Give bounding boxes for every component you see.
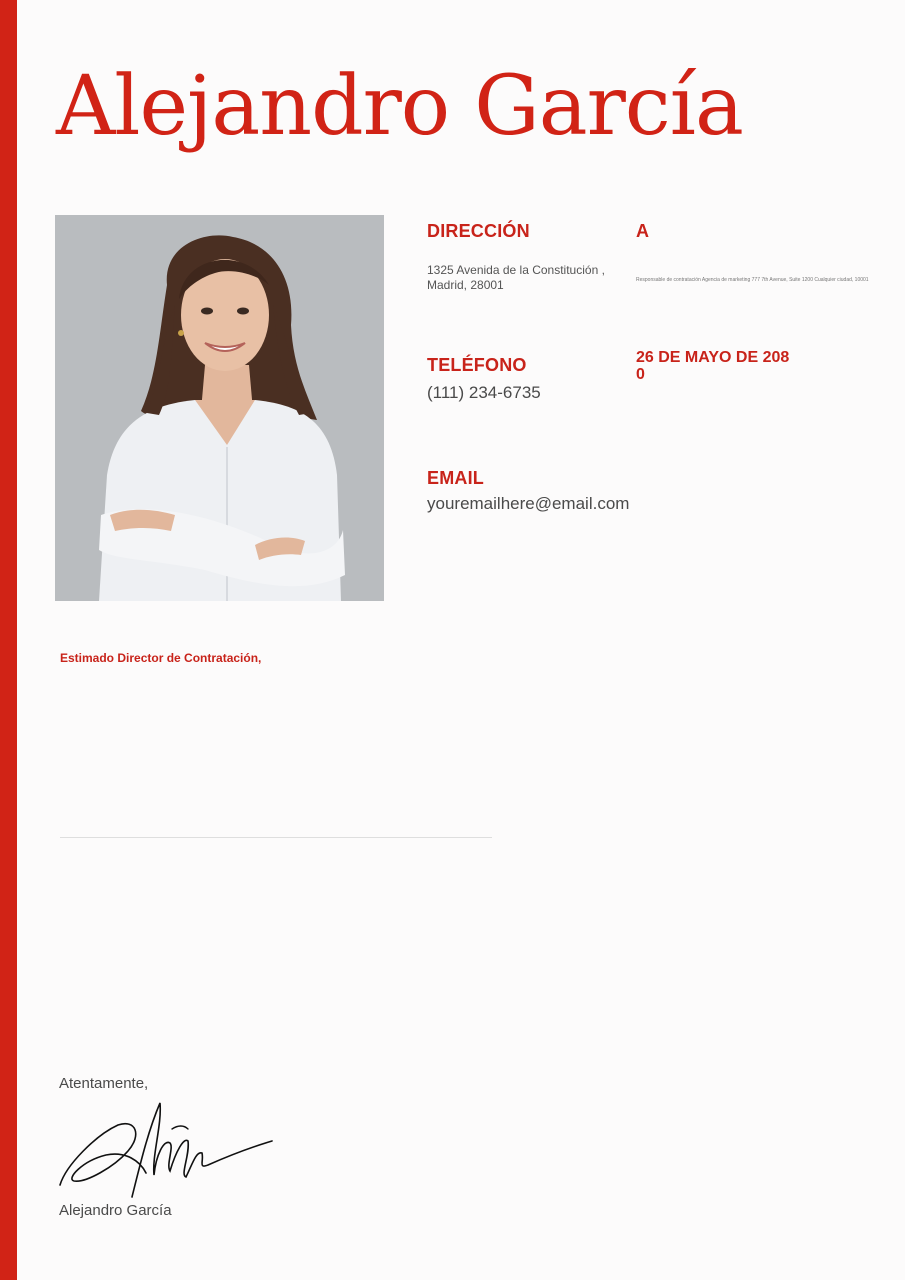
accent-sidebar-bar	[0, 0, 17, 1280]
signer-name: Alejandro García	[59, 1202, 172, 1219]
address-label: DIRECCIÓN	[427, 221, 530, 241]
profile-photo	[55, 215, 384, 601]
email-value: youremailhere@email.com	[427, 494, 630, 513]
section-divider	[60, 837, 492, 838]
phone-value: (111) 234-6735	[427, 383, 541, 402]
recipient-label: A	[636, 221, 650, 241]
phone-label: TELÉFONO	[427, 355, 527, 375]
recipient-value: Responsable de contratación Agencia de marketing 777 7th Avenue, Suite 1200 Cualquier ciudad, 10001	[636, 277, 869, 283]
letter-date: 26 DE MAYO DE 2080	[636, 349, 790, 383]
address-value: 1325 Avenida de la Constitución , Madrid, 28001	[427, 263, 605, 292]
page-title: Alejandro García	[56, 59, 743, 154]
signature-image	[56, 1095, 278, 1203]
email-label: EMAIL	[427, 468, 484, 488]
letter-salutation: Estimado Director de Contratación,	[60, 651, 262, 665]
letter-closing: Atentamente,	[59, 1075, 149, 1092]
